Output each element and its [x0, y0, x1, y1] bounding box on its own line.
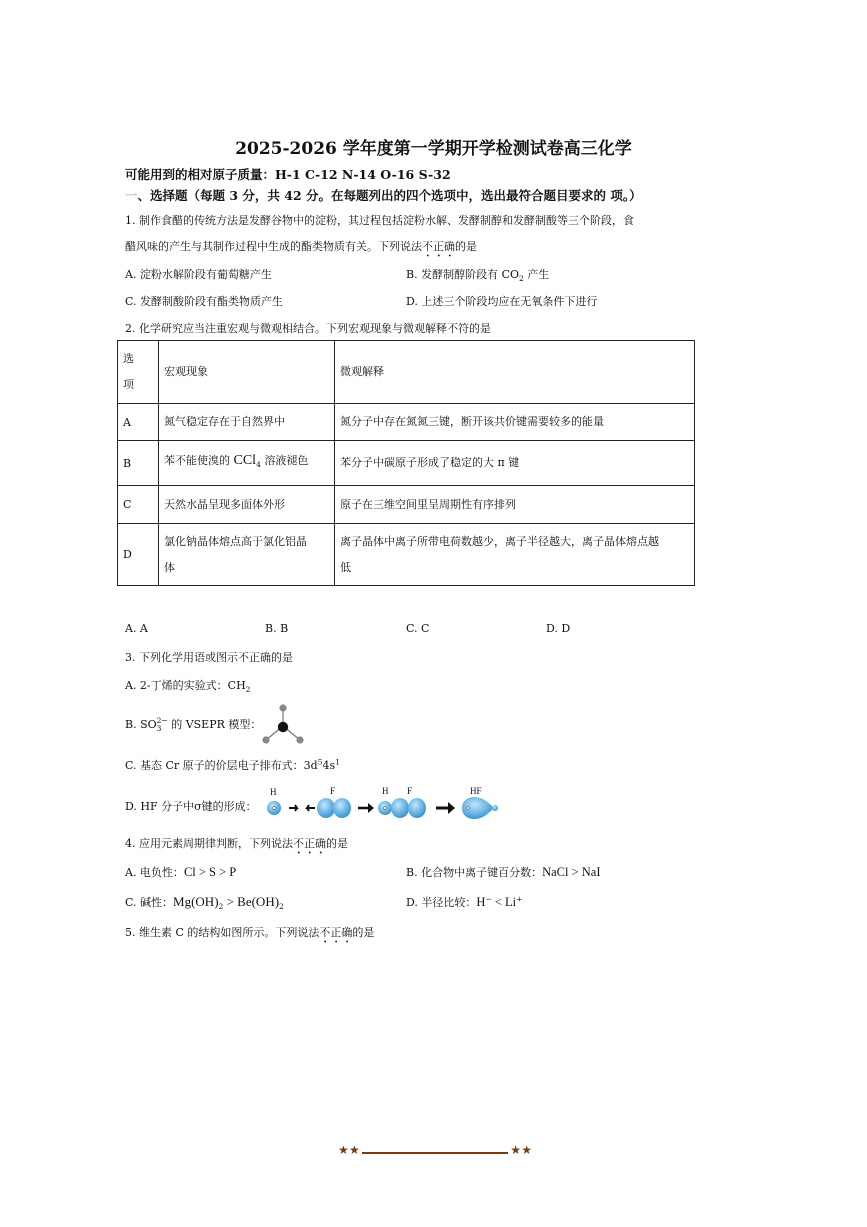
q3-option-b-sup: 2− [156, 716, 168, 725]
table-cell-option: C [118, 486, 159, 524]
macro-line-2: 体 [164, 560, 175, 574]
q3-stem: 3. 下列化学用语或图示不正确的是 [125, 651, 293, 664]
q4-stem [125, 835, 348, 857]
ccl4-sub: 4 [256, 460, 261, 470]
q2-option-c[interactable]: C. C [406, 622, 430, 635]
table-cell-micro: 原子在三维空间里呈周期性有序排列 [335, 486, 695, 524]
star-icon: ★ [349, 1143, 360, 1157]
q3-option-c-mid: 4s [322, 759, 336, 772]
q1-line1: 1. 制作食醋的传统方法是发酵谷物中的淀粉，其过程包括淀粉水解、发酵制醇和发酵制酸等三个阶段，食 [125, 214, 634, 227]
q4-option-c-expr1: Mg(OH) [173, 894, 219, 909]
table-row [118, 341, 695, 404]
q2-option-a[interactable]: A. A [125, 622, 148, 635]
table-cell-micro: 苯分子中碳原子形成了稳定的大 π 键 [335, 441, 695, 486]
q5-emphasis: 不正确 [319, 926, 353, 939]
q4-stem-pre: 4. 应用元素周期律判断，下列说法 [125, 837, 293, 850]
table-head-macro: 宏观现象 [159, 341, 335, 404]
q2-option-b[interactable]: B. B [265, 622, 289, 635]
table-cell-option: D [118, 524, 159, 586]
q4-option-d-h: H [476, 895, 486, 909]
macro-line-1: 氯化钠晶体熔点高于氯化铝晶 [164, 534, 307, 548]
q4-option-d-hsup: − [485, 894, 492, 904]
q3-option-b[interactable] [125, 716, 261, 733]
q4-option-c[interactable] [125, 894, 284, 911]
q4-stem-post: 的是 [326, 837, 348, 850]
table-cell-macro [159, 441, 335, 486]
star-icon: ★ [510, 1143, 521, 1157]
section-header-text: 、选择题（每题 3 分，共 42 分。在每题列出的四个选项中，选出最符合题目要求的 项。） [137, 188, 642, 203]
label-hf: HF [470, 786, 482, 796]
q3-option-c[interactable] [125, 757, 340, 773]
q4-option-d[interactable] [406, 894, 522, 910]
section-header-prefix: 一 [125, 188, 138, 203]
q1-option-a[interactable]: A. 淀粉水解阶段有葡萄糖产生 [125, 268, 272, 281]
q4-option-a-expr: Cl > S > P [183, 865, 237, 879]
q4-option-d-lisup: + [516, 894, 523, 904]
micro-line-2: 低 [340, 560, 351, 574]
q2-option-d[interactable]: D. D [546, 622, 571, 635]
footer-divider [362, 1152, 508, 1154]
table-head-micro: 微观解释 [335, 341, 695, 404]
table-cell-option: B [118, 441, 159, 486]
q4-emphasis: 不正确 [293, 837, 326, 850]
table-head-option-2: 项 [123, 378, 134, 391]
q2-table [117, 340, 695, 586]
table-row [118, 404, 695, 441]
q4-option-a-text: A. 电负性： [125, 866, 184, 879]
q5-stem [125, 924, 374, 946]
q4-option-b-expr: NaCl > NaI [542, 865, 601, 879]
footer-ornament [338, 1145, 532, 1159]
page-title: 2025-2026 学年度第一学期开学检测试卷高三化学 [235, 139, 632, 159]
q1-option-b-post: 产生 [523, 268, 550, 281]
table-cell-macro [159, 524, 335, 586]
q1-line2 [125, 238, 477, 260]
q1-option-b[interactable] [406, 266, 549, 283]
label-h: H [270, 787, 277, 797]
star-icon: ★ [338, 1143, 349, 1157]
q1-emphasis: 不正确 [422, 240, 455, 253]
star-icon: ★ [521, 1143, 532, 1157]
micro-line-1: 离子晶体中离子所带电荷数越少，离子半径越大，离子晶体熔点越 [340, 534, 659, 548]
table-row [118, 441, 695, 486]
table-row [118, 524, 695, 586]
q3-option-a-text: A. 2-丁烯的实验式：CH [125, 679, 246, 692]
q1-option-d[interactable]: D. 上述三个阶段均应在无氧条件下进行 [406, 295, 598, 308]
q5-stem-post: 的是 [352, 926, 375, 939]
label-f: F [330, 786, 336, 796]
q1-line2-pre: 醋风味的产生与其制作过程中生成的酯类物质有关。下列说法 [125, 240, 422, 253]
label-h2: H [382, 786, 389, 796]
table-cell-micro: 氮分子中存在氮氮三键，断开该共价键需要较多的能量 [335, 404, 695, 441]
q1-line2-post: 的是 [455, 240, 477, 253]
ccl4-formula: CCl [233, 452, 257, 468]
hf-sigma-bond-diagram [262, 785, 502, 823]
q3-option-a-sub: 2 [245, 685, 251, 695]
q3-option-d[interactable]: D. HF 分子中σ键的形成： [125, 800, 257, 813]
q1-option-b-pre: B. 发酵制醇阶段有 CO [406, 268, 520, 281]
vsepr-model-diagram [258, 700, 308, 746]
table-cell-macro: 氮气稳定存在于自然界中 [159, 404, 335, 441]
q5-stem-pre: 5. 维生素 C 的结构如图所示。下列说法 [125, 926, 320, 939]
q3-option-b-sub: 3 [156, 724, 162, 733]
q4-option-d-text: D. 半径比较： [406, 896, 477, 909]
q4-option-c-gt: > [223, 894, 238, 909]
q3-option-c-sup1: 5 [317, 757, 323, 767]
macro-text: 苯不能使溴的 [164, 453, 234, 467]
table-cell-micro [335, 524, 695, 586]
q4-option-b[interactable] [406, 864, 601, 880]
section-header [125, 186, 642, 204]
label-f2: F [407, 786, 413, 796]
q4-option-c-sub2: 2 [279, 902, 284, 912]
q4-option-a[interactable] [125, 864, 236, 880]
table-head-option-1: 选 [123, 352, 134, 365]
atomic-masses: 可能用到的相对原子质量：H-1 C-12 N-14 O-16 S-32 [125, 167, 451, 182]
q3-option-c-sup2: 1 [335, 757, 340, 767]
q3-option-b-text: B. SO [125, 718, 157, 731]
table-cell-option: A [118, 404, 159, 441]
macro-text-post: 溶液褪色 [260, 453, 309, 467]
q4-option-d-lt: < Li [491, 895, 517, 909]
q4-option-c-sub1: 2 [218, 902, 224, 912]
q1-option-c[interactable]: C. 发酵制酸阶段有酯类物质产生 [125, 295, 284, 308]
q2-stem: 2. 化学研究应当注重宏观与微观相结合。下列宏观现象与微观解释不符的是 [125, 322, 491, 335]
q3-option-c-text: C. 基态 Cr 原子的价层电子排布式：3d [125, 759, 318, 772]
q3-option-a[interactable] [125, 677, 250, 694]
table-cell-macro: 天然水晶呈现多面体外形 [159, 486, 335, 524]
table-row [118, 486, 695, 524]
table-head-option [118, 341, 159, 404]
q1-option-b-sub: 2 [519, 274, 524, 284]
q4-option-c-expr2: Be(OH) [237, 894, 280, 909]
q4-option-b-text: B. 化合物中离子键百分数： [406, 866, 543, 879]
q4-option-c-text: C. 碱性： [125, 896, 174, 909]
q3-option-b-post: 的 VSEPR 模型： [167, 718, 262, 731]
